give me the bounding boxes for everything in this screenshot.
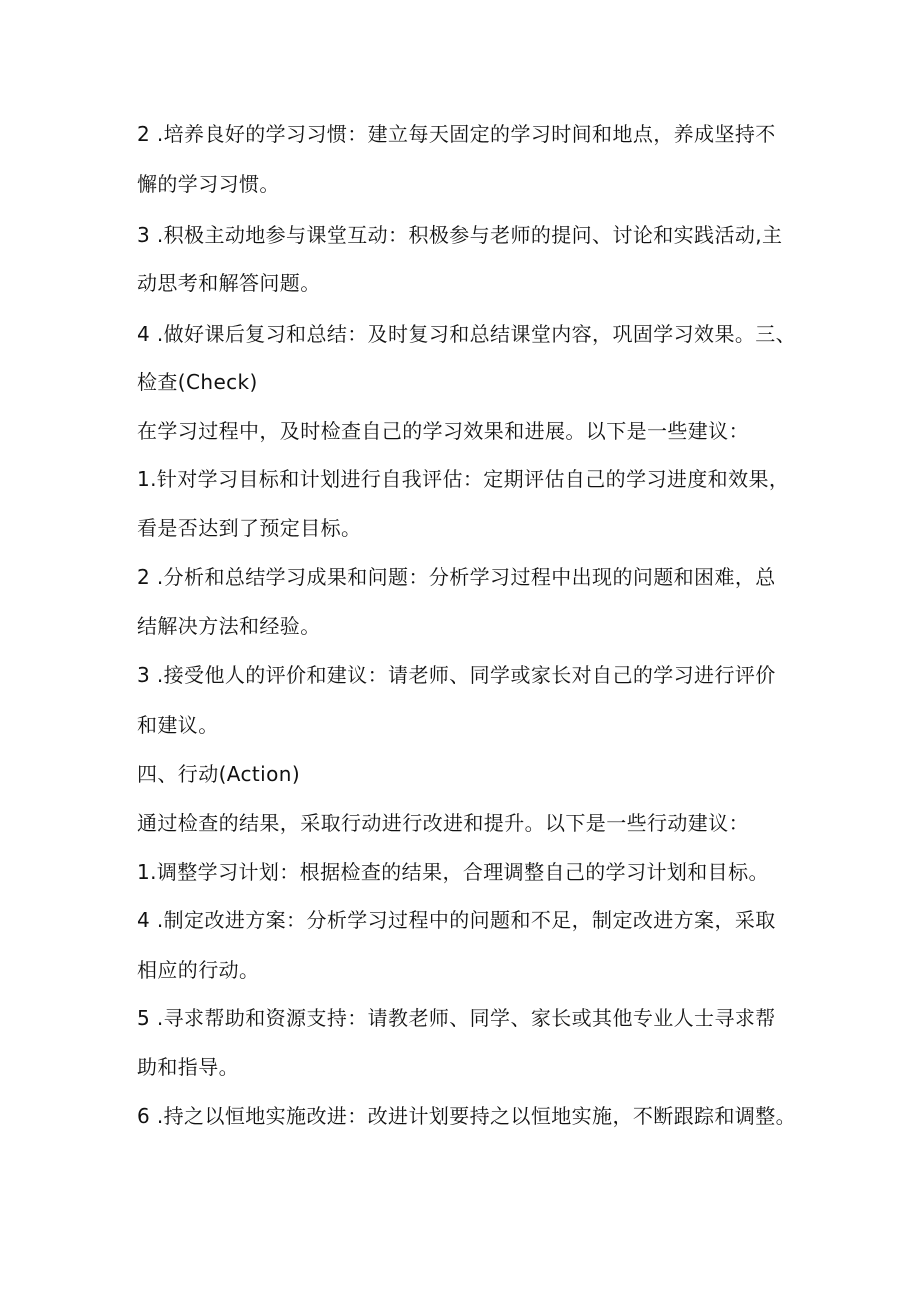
text-line: 动思考和解答问题。 [137, 271, 321, 295]
text-line: 2 .分析和总结学习成果和问题：分析学习过程中出现的问题和困难，总 [137, 565, 776, 589]
text-line: 相应的行动。 [137, 958, 260, 982]
section-heading: 四、行动(Action) [137, 762, 301, 786]
text-line: 3 .接受他人的评价和建议：请老师、同学或家长对自己的学习进行评价 [137, 663, 776, 687]
text-line: 5 .寻求帮助和资源支持：请教老师、同学、家长或其他专业人士寻求帮 [137, 1006, 776, 1030]
text-line: 6 .持之以恒地实施改进：改进计划要持之以恒地实施，不断跟踪和调整。 [137, 1104, 797, 1128]
text-line: 2 .培养良好的学习习惯：建立每天固定的学习时间和地点，养成坚持不 [137, 122, 776, 146]
text-line: 3 .积极主动地参与课堂互动：积极参与老师的提问、讨论和实践活动,主 [137, 223, 783, 247]
text-line: 懈的学习习惯。 [137, 172, 280, 196]
text-line: 4 .制定改进方案：分析学习过程中的问题和不足，制定改进方案，采取 [137, 908, 776, 932]
text-line: 通过检查的结果，采取行动进行改进和提升。以下是一些行动建议： [137, 811, 749, 835]
text-line: 看是否达到了预定目标。 [137, 516, 362, 540]
text-line: 助和指导。 [137, 1055, 239, 1079]
text-line: 在学习过程中，及时检查自己的学习效果和进展。以下是一些建议： [137, 419, 749, 443]
text-line: 1.调整学习计划：根据检查的结果，合理调整自己的学习计划和目标。 [137, 860, 769, 884]
text-line: 检查(Check) [137, 370, 258, 394]
text-line: 4 .做好课后复习和总结：及时复习和总结课堂内容，巩固学习效果。三、 [137, 322, 797, 346]
text-line: 和建议。 [137, 713, 219, 737]
text-line: 结解决方法和经验。 [137, 614, 321, 638]
text-line: 1.针对学习目标和计划进行自我评估：定期评估自己的学习进度和效果， [137, 467, 790, 491]
